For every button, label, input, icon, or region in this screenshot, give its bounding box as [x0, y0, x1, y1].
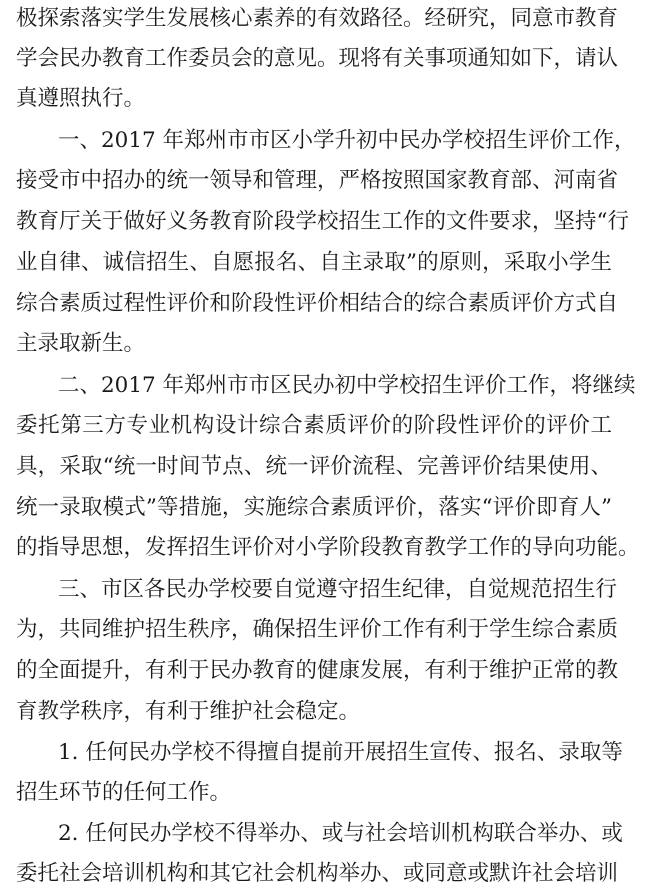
- text-line: 的全面提升，有利于民办教育的健康发展，有利于维护正常的教: [16, 658, 619, 683]
- text-line: 委托社会培训机构和其它社会机构举办、或同意或默许社会培训: [16, 861, 619, 886]
- text-line: 统一录取模式”等措施，实施综合素质评价，落实“评价即育人”: [16, 495, 612, 520]
- text-line: 教育厅关于做好义务教育阶段学校招生工作的文件要求，坚持“行: [16, 209, 629, 234]
- text-line: 二、2017 年郑州市市区民办初中学校招生评价工作，将继续: [58, 373, 636, 398]
- text-line: 业自律、诚信招生、自愿报名、自主录取”的原则，采取小学生: [16, 250, 612, 275]
- text-line: 为，共同维护招生秩序，确保招生评价工作有利于学生综合素质: [16, 617, 619, 642]
- text-line: 一、2017 年郑州市市区小学升初中民办学校招生评价工作，: [58, 128, 636, 153]
- text-line: 接受市中招办的统一领导和管理，严格按照国家教育部、河南省: [16, 168, 619, 193]
- text-line: 2. 任何民办学校不得举办、或与社会培训机构联合举办、或: [58, 821, 623, 846]
- text-line: 的指导思想，发挥招生评价对小学阶段教育教学工作的导向功能。: [16, 535, 640, 560]
- text-line: 招生环节的任何工作。: [16, 780, 232, 805]
- text-line: 学会民办教育工作委员会的意见。现将有关事项通知如下，请认: [16, 46, 619, 71]
- text-line: 具，采取“统一时间节点、统一评价流程、完善评价结果使用、: [16, 454, 612, 479]
- text-line: 三、市区各民办学校要自觉遵守招生纪律，自觉规范招生行: [58, 577, 618, 602]
- text-line: 主录取新生。: [16, 331, 146, 356]
- text-line: 极探索落实学生发展核心素养的有效路径。经研究，同意市教育: [16, 6, 619, 31]
- text-line: 育教学秩序，有利于维护社会稳定。: [16, 699, 361, 724]
- text-line: 综合素质过程性评价和阶段性评价相结合的综合素质评价方式自: [16, 291, 619, 316]
- text-line: 1. 任何民办学校不得擅自提前开展招生宣传、报名、录取等: [58, 740, 623, 765]
- text-line: 委托第三方专业机构设计综合素质评价的阶段性评价的评价工: [16, 413, 612, 438]
- text-line: 真遵照执行。: [16, 86, 146, 111]
